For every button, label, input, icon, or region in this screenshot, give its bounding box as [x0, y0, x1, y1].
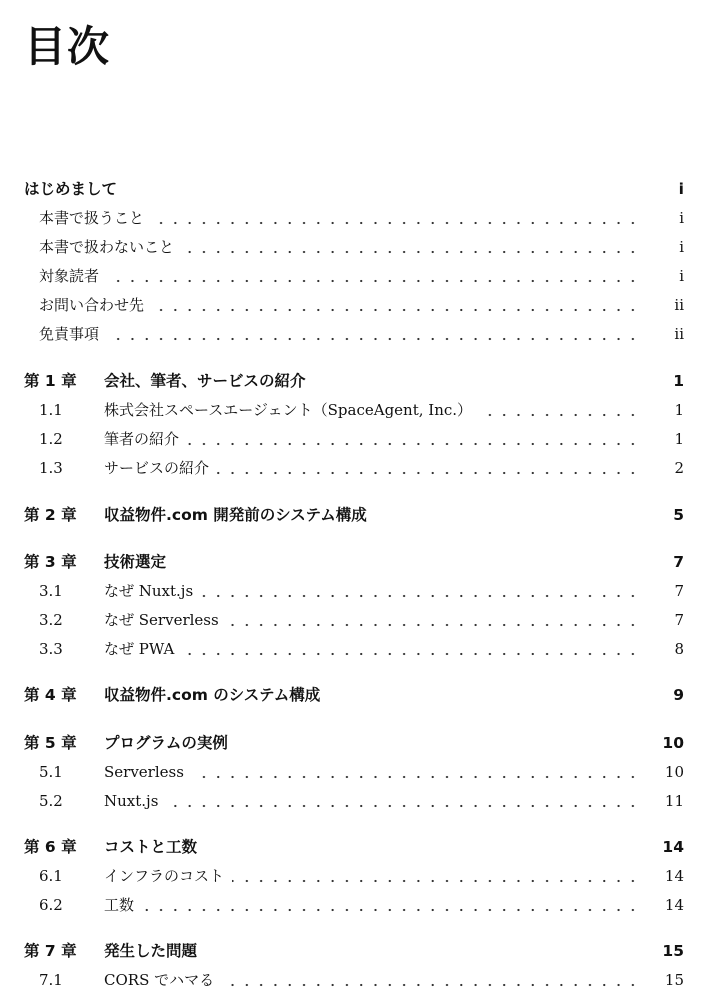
toc-entry-label: [24, 179, 117, 199]
toc-entry-page-number: ii: [674, 296, 684, 314]
toc-entry-number: 7.1: [39, 971, 63, 989]
toc-entry-page-number: 14: [664, 896, 684, 914]
toc-entry-label: [39, 458, 209, 478]
toc-entry-number: 第 6 章: [24, 838, 77, 856]
toc-entry-title: 筆者の紹介: [104, 430, 180, 448]
toc-entry-number: 1.1: [39, 401, 63, 419]
dot-leader: [142, 907, 640, 913]
toc-entry-page-number: 9: [673, 686, 684, 704]
toc-section-entry[interactable]: [24, 605, 684, 633]
toc-entry-page-number: 7: [674, 611, 684, 629]
toc-entry-title: 技術選定: [104, 553, 167, 571]
toc-chapter-entry[interactable]: [24, 936, 684, 964]
toc-section-entry[interactable]: [24, 453, 684, 481]
dot-leader: [480, 412, 640, 418]
dot-leader: [187, 441, 640, 447]
dot-leader: [232, 878, 640, 884]
toc-chapter-entry[interactable]: [24, 547, 684, 575]
toc-entry-title: 対象読者: [39, 267, 100, 285]
toc-entry-page-number: 1: [674, 430, 684, 448]
toc-entry-title: Nuxt.js: [104, 792, 159, 810]
toc-entry-page-number: 14: [662, 838, 684, 856]
dot-leader: [201, 593, 640, 599]
toc-entry-title: なぜ Serverless: [104, 611, 219, 629]
toc-section-entry[interactable]: [24, 395, 684, 423]
toc-entry-label: [39, 266, 99, 286]
toc-chapter-entry[interactable]: [24, 728, 684, 756]
toc-entry-number: 第 3 章: [24, 553, 77, 571]
toc-entry-title: 発生した問題: [104, 942, 198, 960]
toc-section-entry[interactable]: [24, 203, 684, 231]
toc-entry-label: [39, 895, 134, 915]
toc-entry-title: インフラのコスト: [104, 867, 225, 885]
toc-entry-label: [39, 324, 99, 344]
toc-entry-title: 免責事項: [39, 325, 100, 343]
toc-entry-number: 第 7 章: [24, 942, 77, 960]
toc-entry-number: 3.3: [39, 640, 63, 658]
toc-section-entry[interactable]: [24, 261, 684, 289]
dot-leader: [166, 803, 640, 809]
toc-entry-label: [24, 941, 197, 961]
toc-entry-title: 株式会社スペースエージェント（SpaceAgent, Inc.）: [104, 401, 473, 419]
toc-entry-number: 6.2: [39, 896, 63, 914]
toc-entry-title: 収益物件.com のシステム構成: [104, 686, 321, 704]
toc-entry-title: 本書で扱うこと: [39, 209, 145, 227]
toc-entry-label: [39, 581, 193, 601]
dot-leader: [152, 307, 640, 313]
toc-section-entry[interactable]: [24, 890, 684, 918]
toc-chapter-entry[interactable]: [24, 366, 684, 394]
toc-entry-title: お問い合わせ先: [39, 296, 145, 314]
toc-entry-title: 会社、筆者、サービスの紹介: [104, 372, 306, 390]
toc-entry-page-number: 11: [664, 792, 684, 810]
toc-entry-label: [39, 237, 174, 257]
dot-leader: [222, 982, 640, 988]
toc-entry-label: [24, 371, 306, 391]
toc-entry-label: [24, 552, 166, 572]
toc-entry-title: 工数: [104, 896, 135, 914]
toc-entry-page-number: 15: [664, 971, 684, 989]
toc-entry-page-number: i: [679, 238, 684, 256]
toc-section-entry[interactable]: [24, 965, 684, 993]
toc-section-entry[interactable]: [24, 634, 684, 662]
toc-entry-title: Serverless: [104, 763, 184, 781]
toc-entry-page-number: 7: [673, 553, 684, 571]
toc-section-entry[interactable]: [24, 319, 684, 347]
toc-entry-title: 収益物件.com 開発前のシステム構成: [104, 506, 367, 524]
dot-leader: [227, 622, 640, 628]
toc-entry-label: [39, 429, 179, 449]
toc-entry-number: 3.2: [39, 611, 63, 629]
toc-entry-label: [39, 970, 214, 990]
toc-entry-label: [39, 791, 158, 811]
toc-entry-number: 5.1: [39, 763, 63, 781]
toc-entry-page-number: 1: [674, 401, 684, 419]
toc-entry-title: 本書で扱わないこと: [39, 238, 175, 256]
toc-entry-number: 1.2: [39, 430, 63, 448]
toc-entry-label: [39, 295, 144, 315]
dot-leader: [107, 336, 640, 342]
toc-entry-label: [24, 505, 367, 525]
dot-leader: [107, 278, 640, 284]
toc-entry-number: 第 2 章: [24, 506, 77, 524]
toc-entry-title: サービスの紹介: [104, 459, 210, 477]
toc-entry-number: 5.2: [39, 792, 63, 810]
toc-entry-page-number: 10: [662, 734, 684, 752]
toc-entry-number: 第 5 章: [24, 734, 77, 752]
toc-chapter-entry[interactable]: [24, 832, 684, 860]
toc-entry-title: なぜ PWA: [104, 640, 175, 658]
toc-entry-label: [24, 685, 320, 705]
toc-entry-label: [39, 639, 174, 659]
toc-section-entry[interactable]: [24, 861, 684, 889]
dot-leader: [152, 220, 640, 226]
toc-entry-page-number: 10: [664, 763, 684, 781]
toc-entry-page-number: i: [679, 209, 684, 227]
toc-section-entry[interactable]: [24, 290, 684, 318]
toc-entry-title: CORS でハマる: [104, 971, 215, 989]
toc-entry-page-number: 5: [673, 506, 684, 524]
toc-entry-label: [39, 208, 144, 228]
toc-entry-label: [39, 610, 219, 630]
toc-section-entry[interactable]: [24, 232, 684, 260]
toc-section-entry[interactable]: [24, 786, 684, 814]
toc-section-entry[interactable]: [24, 757, 684, 785]
toc-entry-title: プログラムの実例: [104, 734, 228, 752]
toc-entry-title: はじめまして: [24, 180, 118, 198]
toc-section-entry[interactable]: [24, 576, 684, 604]
toc-entry-number: 1.3: [39, 459, 63, 477]
toc-entry-page-number: 1: [673, 372, 684, 390]
toc-chapter-entry[interactable]: [24, 680, 684, 708]
toc-entry-title: コストと工数: [104, 838, 198, 856]
toc-section-entry[interactable]: [24, 424, 684, 452]
toc-entry-label: [39, 762, 184, 782]
dot-leader: [192, 774, 640, 780]
toc-entry-label: [24, 733, 228, 753]
toc-entry-label: [39, 866, 224, 886]
toc-entry-label: [39, 400, 472, 420]
toc-entry-page-number: 8: [674, 640, 684, 658]
toc-entry-title: なぜ Nuxt.js: [104, 582, 194, 600]
toc-entry-number: 第 4 章: [24, 686, 77, 704]
toc-entry-page-number: i: [679, 267, 684, 285]
toc-chapter-entry[interactable]: [24, 174, 684, 202]
dot-leader: [182, 651, 640, 657]
toc-entry-page-number: 14: [664, 867, 684, 885]
toc-entry-number: 3.1: [39, 582, 63, 600]
toc-entry-page-number: 7: [674, 582, 684, 600]
toc-entry-number: 6.1: [39, 867, 63, 885]
toc-entry-page-number: ii: [674, 325, 684, 343]
toc-chapter-entry[interactable]: [24, 500, 684, 528]
toc-entry-page-number: i: [678, 180, 684, 198]
toc-entry-number: 第 1 章: [24, 372, 77, 390]
page-title: 目次: [24, 22, 111, 71]
toc-entry-label: [24, 837, 197, 857]
toc-entry-page-number: 2: [674, 459, 684, 477]
dot-leader: [182, 249, 640, 255]
dot-leader: [217, 470, 640, 476]
toc-entry-page-number: 15: [662, 942, 684, 960]
